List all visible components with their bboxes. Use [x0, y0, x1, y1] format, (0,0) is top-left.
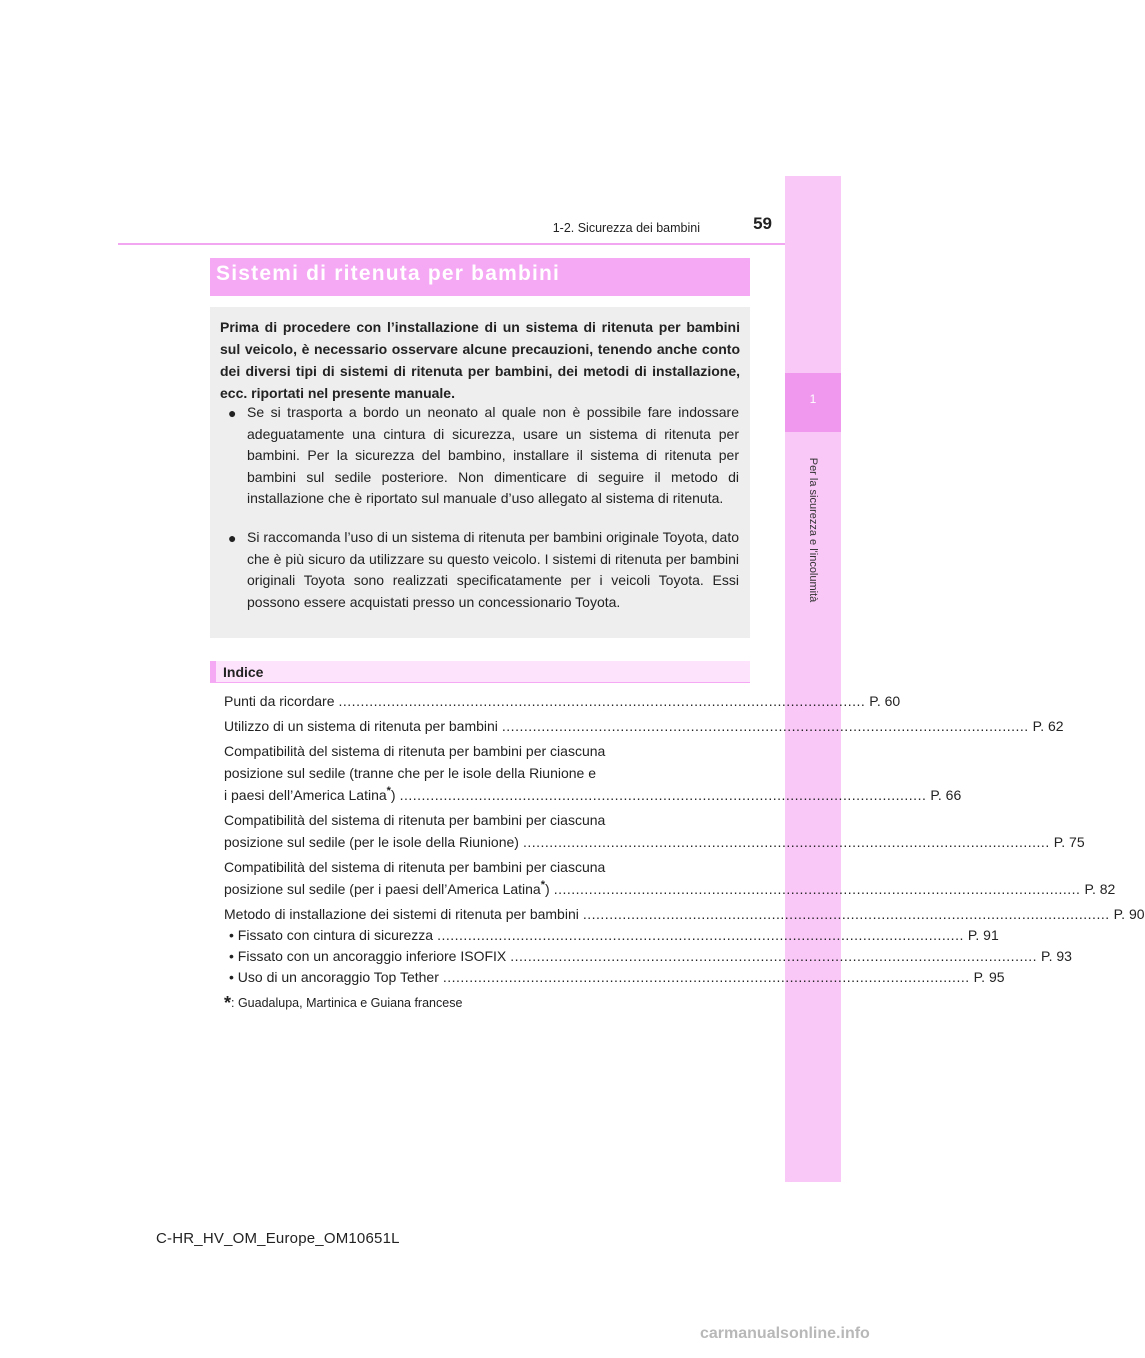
toc-item[interactable]	[224, 715, 1064, 737]
toc-leader: ........................................................................................................................	[510, 948, 1038, 964]
toc-item-line[interactable]: Compatibilità del sistema di ritenuta per bambini per ciascuna	[224, 743, 606, 759]
toc-leader: ........................................................................................................................	[437, 927, 964, 943]
footnote-text: : Guadalupa, Martinica e Guiana francese	[231, 996, 463, 1010]
toc-item-page: P. 75	[1053, 834, 1085, 850]
toc-item-line[interactable]: Compatibilità del sistema di ritenuta per bambini per ciascuna	[224, 859, 606, 875]
toc-item-text	[224, 878, 550, 900]
toc-subitem[interactable]	[229, 945, 1072, 967]
toc-subitem[interactable]	[229, 924, 999, 946]
toc-item-text-part: i paesi dell’America Latina	[224, 787, 387, 803]
section-title: 1-2. Sicurezza dei bambini	[552, 221, 700, 235]
toc-item-text-part: )	[390, 787, 396, 803]
toc-item[interactable]	[224, 690, 901, 712]
bullet-icon: ●	[228, 530, 237, 546]
toc-leader: ........................................................................................................................	[522, 834, 1050, 850]
index-header-accent	[210, 661, 216, 683]
toc-item-text: Punti da ricordare	[224, 693, 335, 709]
footer-code: C-HR_HV_OM_Europe_OM10651L	[156, 1230, 400, 1247]
toc-item-page: P. 82	[1084, 881, 1116, 897]
page-title: Sistemi di ritenuta per bambini	[216, 262, 561, 285]
footnote-star: *	[386, 785, 391, 797]
toc-item-text	[224, 784, 396, 806]
page-number: 59	[753, 214, 772, 233]
toc-item-page: P. 90	[1113, 906, 1145, 922]
bullet-icon: ●	[228, 405, 237, 421]
toc-item-page: P. 66	[930, 787, 962, 803]
toc-item-text: • Fissato con cintura di sicurezza	[229, 927, 434, 943]
toc-leader: ........................................................................................................................	[553, 881, 1081, 897]
toc-item-line[interactable]: Compatibilità del sistema di ritenuta per bambini per ciascuna	[224, 812, 606, 828]
toc-item[interactable]	[224, 903, 1145, 925]
toc-item-text: Utilizzo di un sistema di ritenuta per bambini	[224, 718, 498, 734]
watermark: carmanualsonline.info	[700, 1325, 870, 1342]
intro-bullet-2: Si raccomanda l’uso di un sistema di ritenuta per bambini originale Toyota, dato che è più sicuro da utilizzare su questo veicolo. I sistemi di ritenuta per bambini originali Toyota sono realizzati specificatamente per i veicoli Toyota. Essi possono essere acquistati presso un concessionario Toyota.	[247, 529, 739, 610]
toc-item[interactable]	[224, 784, 962, 806]
toc-leader: ........................................................................................................................	[582, 906, 1110, 922]
intro-lead: Prima di procedere con l’installazione di un sistema di ritenuta per bambini sul veicolo, è necessario osservare alcune precauzioni, tenendo anche conto dei diversi tipi di sistemi di ritenuta per bambini, dei metodi di installazione, ecc. riportati nel presente manuale.	[220, 319, 740, 401]
footnote	[224, 993, 462, 1014]
index-label: Indice	[223, 664, 264, 680]
toc-item-text-part: )	[545, 881, 550, 897]
chapter-tab-label-text: Per la sicurezza e l'incolumità	[807, 457, 819, 603]
toc-item-text: posizione sul sedile (per le isole della Riunione)	[224, 834, 519, 850]
header-rule	[118, 243, 785, 245]
index-header-underline	[210, 682, 750, 683]
toc-leader: ........................................................................................................................	[501, 718, 1029, 734]
toc-item-page: P. 95	[973, 969, 1005, 985]
toc-item[interactable]	[224, 831, 1085, 853]
chapter-tab-number: 1	[809, 392, 817, 406]
toc-item-text: • Fissato con un ancoraggio inferiore ISOFIX	[229, 948, 507, 964]
toc-item[interactable]	[224, 878, 1116, 900]
toc-item-text: Metodo di installazione dei sistemi di ritenuta per bambini	[224, 906, 579, 922]
toc-item-page: P. 91	[967, 927, 999, 943]
toc-leader: ........................................................................................................................	[338, 693, 866, 709]
toc-item-page: P. 93	[1041, 948, 1072, 964]
toc-leader: ........................................................................................................................	[442, 969, 970, 985]
toc-item-line[interactable]: posizione sul sedile (tranne che per le isole della Riunione e	[224, 765, 597, 781]
toc-item-text: • Uso di un ancoraggio Top Tether	[229, 969, 439, 985]
toc-subitem[interactable]	[229, 966, 1005, 988]
side-tab-strip	[785, 176, 841, 1182]
intro-bullet-1: Se si trasporta a bordo un neonato al quale non è possibile fare indossare adeguatamente una cintura di sicurezza, usare un sistema di ritenuta per bambini. Per la sicurezza del bambino, installare il sistema di ritenuta per bambini sul sedile posteriore. Non dimenticare di seguire il metodo di installazione che è riportato sul manuale d’uso allegato al sistema di ritenuta.	[247, 404, 739, 506]
chapter-tab-label	[798, 440, 828, 620]
footnote-star: *	[540, 879, 546, 891]
toc-leader: ........................................................................................................................	[399, 787, 927, 803]
toc-item-page: P. 60	[869, 693, 901, 709]
toc-item-page: P. 62	[1032, 718, 1064, 734]
toc-item-text-part: posizione sul sedile (per i paesi dell’America Latina	[224, 881, 541, 897]
index-header-bar	[210, 661, 750, 683]
footnote-star: *	[224, 993, 232, 1013]
